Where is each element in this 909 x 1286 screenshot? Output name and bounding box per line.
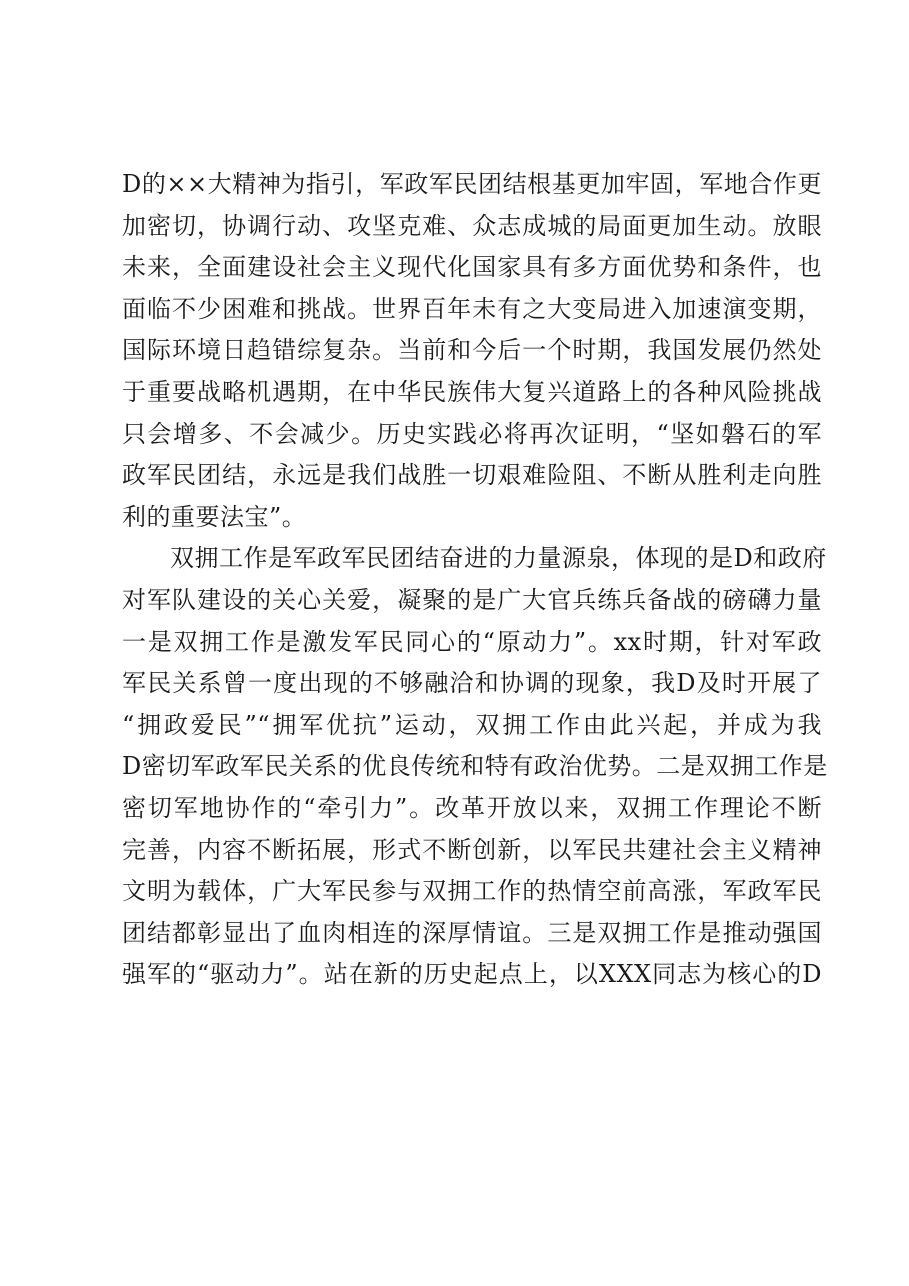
text-line: D密切军政军民关系的优良传统和特有政治优势。二是双拥工作是	[122, 752, 828, 781]
text-line: 政军民团结，永远是我们战胜一切艰难险阻、不断从胜利走向胜	[122, 461, 822, 490]
text-line: 密切军地协作的“牵引力”。改革开放以来，双拥工作理论不断	[122, 793, 822, 822]
text-line: 于重要战略机遇期，在中华民族伟大复兴道路上的各种风险挑战	[122, 377, 822, 406]
text-line: 未来，全面建设社会主义现代化国家具有多方面优势和条件，也	[122, 253, 822, 282]
text-line: “拥政爱民”“拥军优抗”运动，双拥工作由此兴起，并成为我	[122, 710, 822, 739]
text-line: 面临不少困难和挑战。世界百年未有之大变局进入加速演变期，	[122, 294, 822, 323]
text-line: 一是双拥工作是激发军民同心的“原动力”。xx时期，针对军政	[122, 627, 822, 656]
text-line: 国际环境日趋错综复杂。当前和今后一个时期，我国发展仍然处	[122, 336, 822, 365]
text-line: 利的重要法宝”。	[122, 502, 307, 531]
text-line: 文明为载体，广大军民参与双拥工作的热情空前高涨，军政军民	[122, 877, 822, 906]
text-line: 完善，内容不断拓展，形式不断创新，以军民共建社会主义精神	[122, 835, 822, 864]
text-line: 军民关系曾一度出现的不够融洽和协调的现象，我D及时开展了	[122, 669, 822, 698]
text-line: 强军的“驱动力”。站在新的历史起点上，以XXX同志为核心的D	[122, 960, 822, 989]
paragraph-1	[122, 164, 822, 538]
paragraph-2	[122, 538, 828, 996]
text-line: 加密切，协调行动、攻坚克难、众志成城的局面更加生动。放眼	[122, 211, 822, 240]
text-line: 双拥工作是军政军民团结奋进的力量源泉，体现的是D和政府	[170, 544, 827, 573]
text-line: D的××大精神为指引，军政军民团结根基更加牢固，军地合作更	[122, 170, 822, 198]
body-text	[122, 164, 828, 996]
text-line: 只会增多、不会减少。历史实践必将再次证明，“坚如磐石的军	[122, 419, 822, 448]
text-line: 对军队建设的关心关爱，凝聚的是广大官兵练兵备战的磅礴力量	[122, 585, 822, 614]
text-line: 团结都彰显出了血肉相连的深厚情谊。三是双拥工作是推动强国	[122, 918, 822, 947]
